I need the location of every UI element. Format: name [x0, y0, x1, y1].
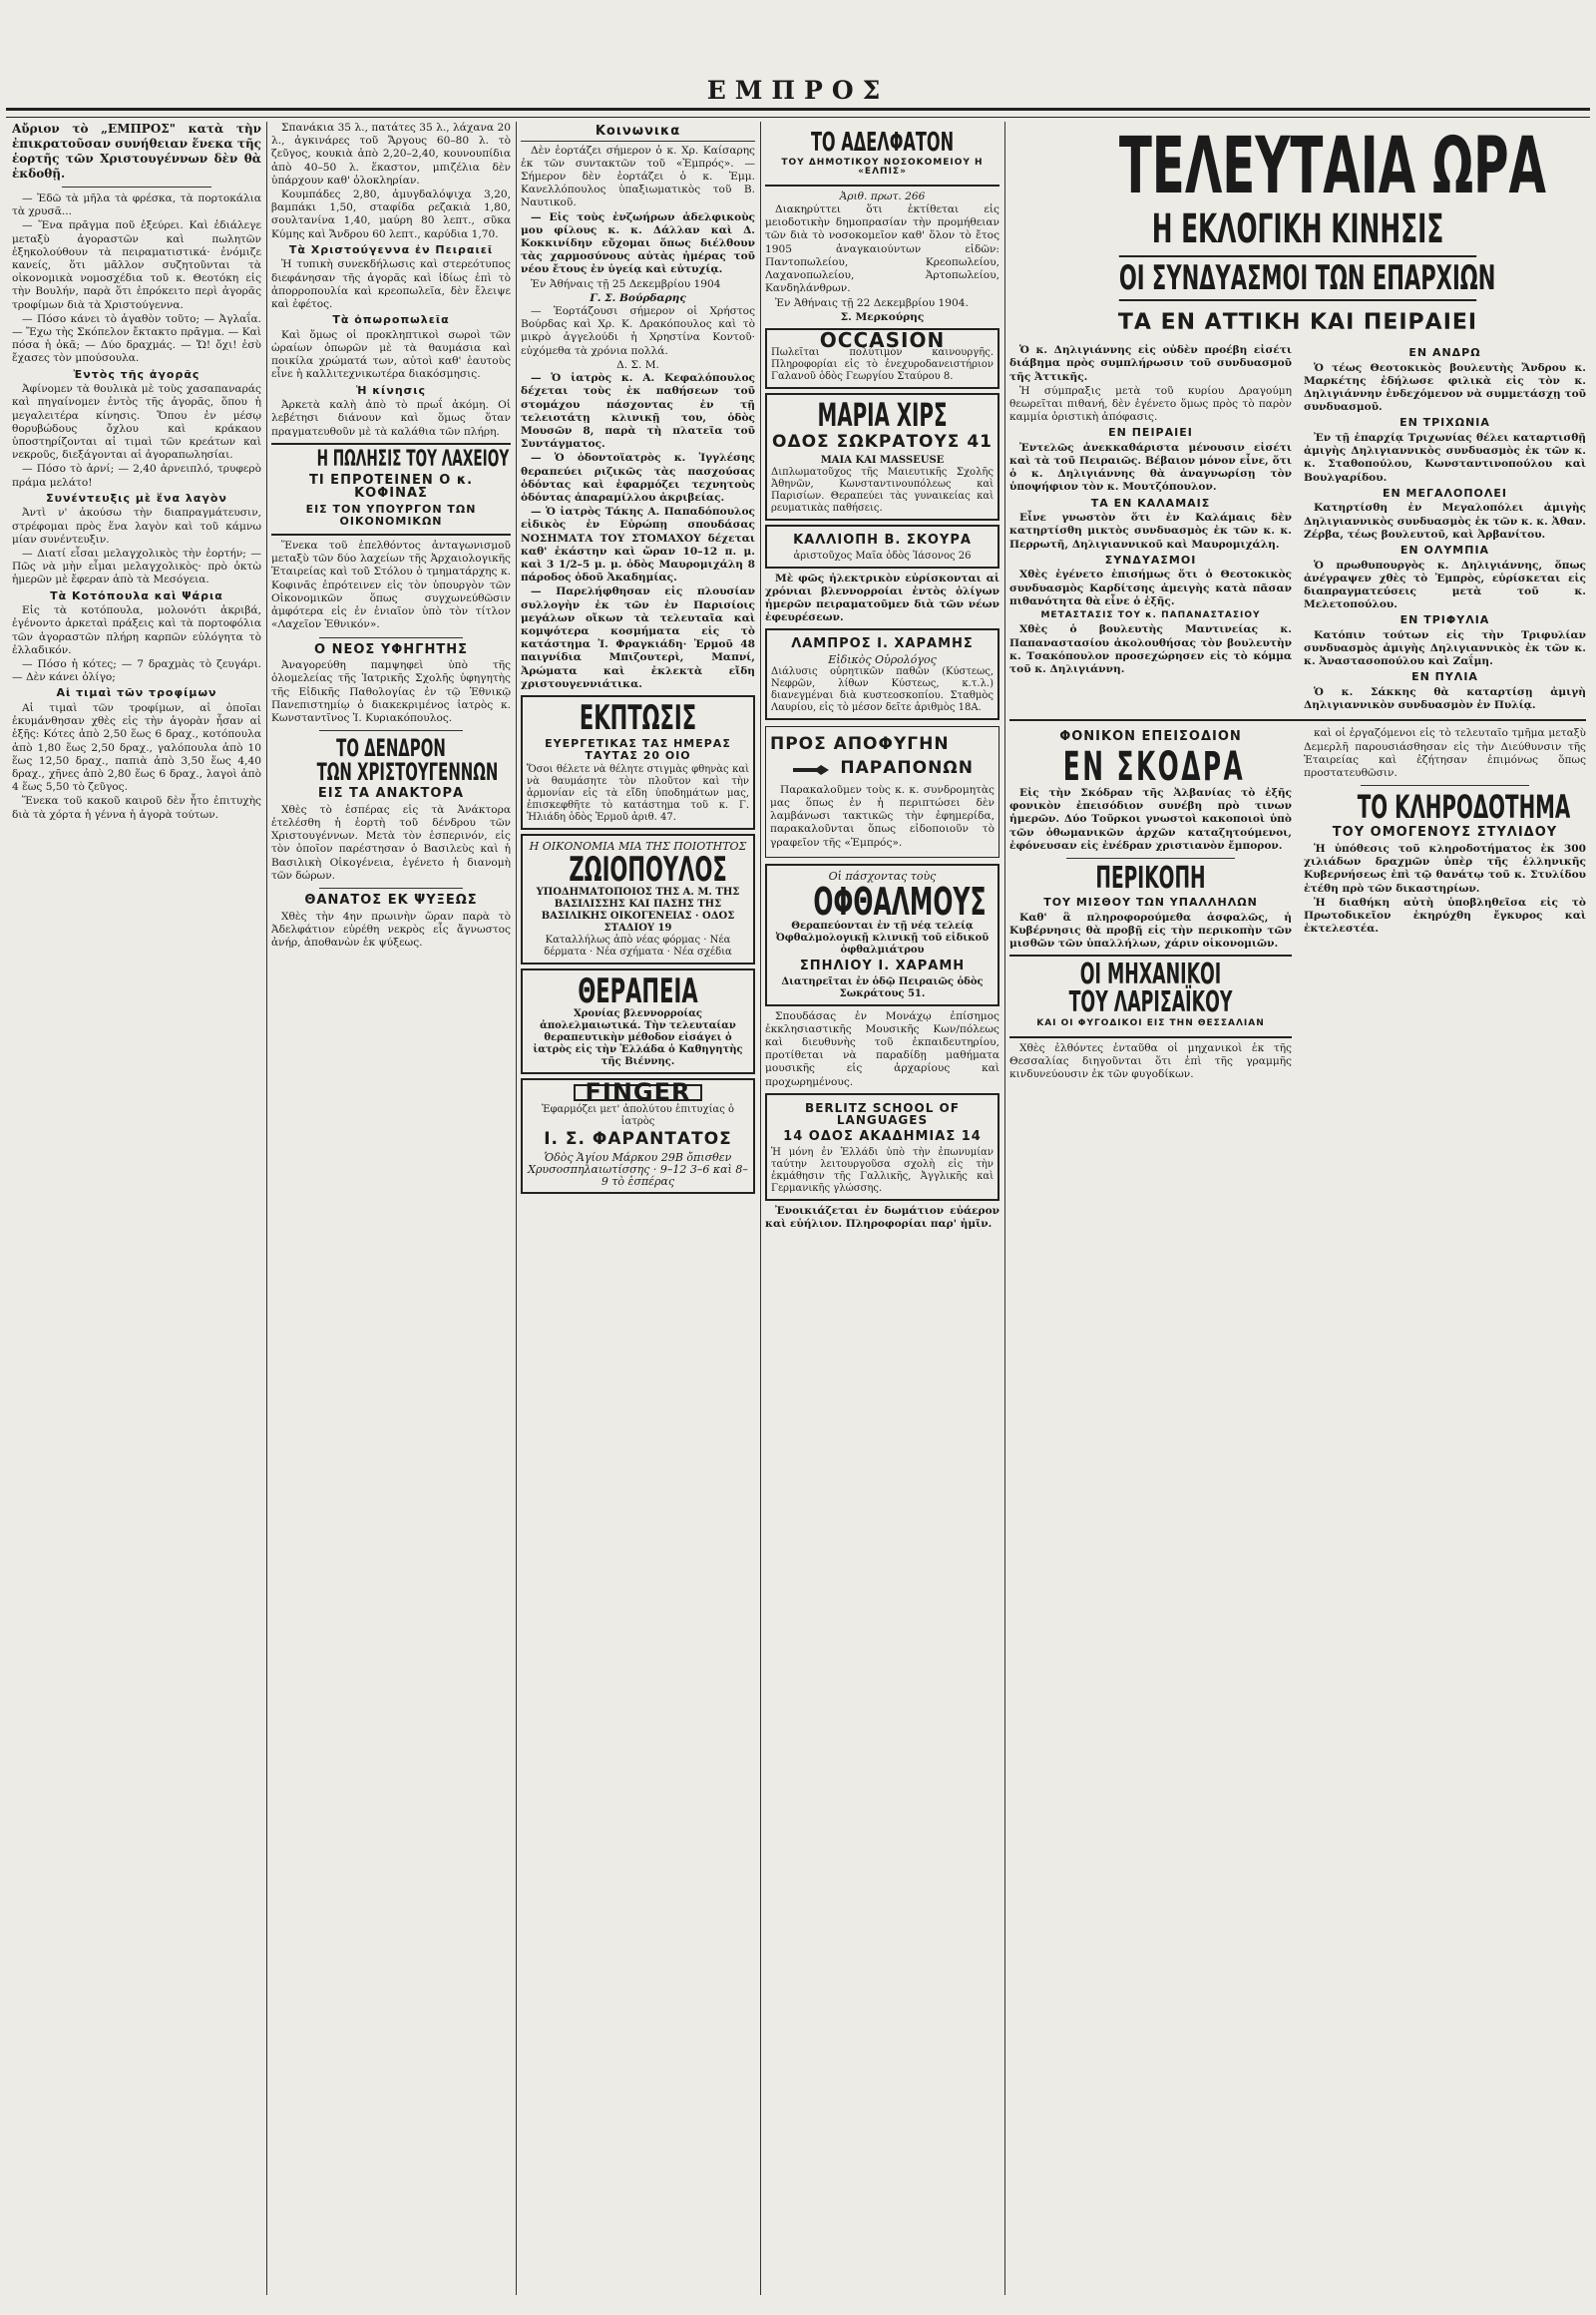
paragraph: — Ἕνα πρᾶγμα ποῦ ἐξεύρει. Καὶ ἐδιάλεγε μεταξὺ ἀγοραστῶν καὶ πωλητῶν ἐξηκολούθουν τὰ πειραματιστικά· ἐνόμιζε κανείς, ὅτι μᾶλλον συζητοῦνται τὰ οἰκονομικὰ νομοσχέδια τοῦ κ. Θεοτόκη εἰς τὴν Βουλήν, παρὰ ὅτι ἐπρόκειτο περὶ ἀγορᾶς τροφίμων διὰ τὰ Χριστούγεννα. [12, 219, 261, 311]
divider [319, 730, 463, 731]
headline-attica: ΤΑ ΕΝ ΑΤΤΙΚΗ ΚΑΙ ΠΕΙΡΑΙΕΙ [1117, 310, 1478, 335]
paragraph: Ἐνοικιάζεται ἐν δωμάτιον εὐάερον καὶ εὐήλιον. Πληροφορίαι παρ' ἡμῖν. [765, 1204, 999, 1230]
ad-ofthalmous [765, 864, 999, 1006]
ad-subtitle: Εἰδικὸς Οὐρολόγος [828, 653, 937, 667]
column-rule [760, 122, 761, 2295]
paragraph: Παρακαλοῦμεν τοὺς κ. κ. συνδρομητὰς μας ὅπως ἐν ἡ περιπτώσει δὲν λαμβάνωσι τακτικῶς τὴν ἐφημερίδα, παρακαλοῦνται ὅπως εἰδοποιοῦν τὸ γραφεῖον τῆς «Ἐμπρός». [770, 783, 995, 849]
column-4 [765, 122, 999, 2295]
paragraph: — Διατί εἶσαι μελαγχολικὸς τὴν ἑορτήν; — Πῶς νὰ μὴν εἶμαι μελαγχολικὸς· πρὸ ὀκτὼ ἡμερῶν μὲ ἔφεραν ἀπὸ τὰ Μεσόγεια. [12, 547, 261, 586]
ad-tagline: Οἱ πάσχοντας τοὺς [828, 869, 937, 883]
paragraph: Ἡ ὑπόθεσις τοῦ κληροδοτήματος ἐκ 300 χιλιάδων δραχμῶν ὑπὲρ τῆς ἑλληνικῆς Κυβερνήσεως ἐπὶ τῷ θανάτῳ τοῦ κ. Στυλίδου ἐτέθη πρὸ τῶν δικαστηρίων. [1304, 842, 1586, 895]
ad-title: FINGER [574, 1084, 703, 1101]
ad-title: BERLITZ SCHOOL OF LANGUAGES [805, 1100, 960, 1128]
column-rule [1004, 122, 1005, 2295]
two-column-block [1009, 344, 1586, 713]
signature: Σ. Μερκούρης [840, 310, 925, 323]
paragraph: Σπουδάσας ἐν Μονάχῳ ἐπίσημος ἐκκλησιαστικῆς Μουσικῆς Κων/πόλεως καὶ διευθυνὴς τοῦ ἐκπαιδευτηρίου, προτίθεται νὰ παραδίδῃ μαθήματα μουσικῆς εἰς ἀρχαρίους καὶ προχωρημένους. [765, 1009, 999, 1088]
ad-subtitle: ΥΠΟΔΗΜΑΤΟΠΟΙΟΣ ΤΗΣ Α. Μ. ΤΗΣ ΒΑΣΙΛΙΣΣΗΣ ΚΑΙ ΠΑΣΗΣ ΤΗΣ ΒΑΣΙΛΙΚΗΣ ΟΙΚΟΓΕΝΕΙΑΣ · ΟΔΟΣ ΣΤΑΔΙΟΥ 19 [536, 887, 740, 935]
ad-text: ἀριστοῦχος Μαῖα ὁδὸς Ἰάσονος 26 [793, 550, 972, 562]
paragraph: Ὁ τέως Θεοτοκικὸς βουλευτὴς Ἄνδρου κ. Μαρκέτης ἐδήλωσε φιλικὰ εἰς τὸν κ. Δηλιγιάννην ἐνδεχόμενον νὰ συμμετάσχῃ τοῦ συνδυασμοῦ. [1304, 361, 1586, 414]
paragraph: Ἀναγορεύθη παμψηφεὶ ὑπὸ τῆς ὁλομελείας τῆς Ἰατρικῆς Σχολῆς ὑφηγητὴς τῆς Εἰδικῆς Παθολογίας ἐν τῷ Ἐθνικῷ Πανεπιστημίῳ ὁ διακεκριμένος ἰατρὸς κ. Κωνσταντῖνος Ἰ. Κυριακόπουλος. [271, 659, 511, 724]
divider [1361, 785, 1530, 786]
paragraph: Ἡ διαθήκη αὐτὴ ὑποβληθεῖσα εἰς τὸ Πρωτοδικεῖον ἐκηρύχθη ἔγκυρος καὶ ἐκτελεστέα. [1304, 896, 1586, 936]
divider [1066, 858, 1236, 859]
subheading: Τὰ Κοτόπουλα καὶ Ψάρια [50, 588, 223, 602]
headline: Η ΠΩΛΗΣΙΣ ΤΟΥ ΛΑΧΕΙΟΥ [316, 446, 510, 472]
subheading: ΕΝ ΑΝΔΡΩ [1408, 346, 1481, 360]
ad-berlitz [765, 1093, 999, 1201]
paragraph: Ἀρκετὰ καλὴ ἀπὸ τὸ πρωΐ ἀκόμη. Οἱ λεβέτησι διάνουν καὶ ὅμως ὅταν πραγματευθοῦν μὲ τὰ καλάθια τῶν πλήρη. [271, 399, 511, 438]
headline: ΠΡΟΣ ΑΠΟΦΥΓΗΝ [770, 734, 950, 755]
headline: ΠΑΡΑΠΟΝΩΝ [840, 757, 974, 778]
ad-title: ΜΑΡΙΑ ΧΙΡΣ [817, 396, 948, 435]
headline: ΤΟΥ ΛΑΡΙΣΑΪΚΟΥ [1068, 985, 1233, 1019]
paragraph: Κατόπιν τούτων εἰς τὴν Τριφυλίαν συνδυασμὸς ἀμιγὴς Δηλιγιαννικὸς ἐκ τῶν κ. κ. Ἀναστασοπούλου καὶ Ζαΐμη. [1304, 628, 1586, 668]
masthead: ΕΜΠΡΟΣ [706, 76, 890, 105]
ad-subtitle: ΜΑΙΑ ΚΑΙ MASSEUSE [820, 454, 945, 466]
paragraph: Καὶ ὅμως οἱ προκληπτικοὶ σωροὶ τῶν ὡραίων ὀπωρῶν μὲ τὰ θαυμάσια καὶ ποικίλα χρώματά των, αὐτοὶ καθ' ἑαυτοὺς εἶνε ἡ καλλιτεχνικωτέρα διακόσμησις. [271, 328, 511, 381]
paragraph: Χθὲς ἐλθόντες ἐνταῦθα οἱ μηχανικοὶ ἐκ τῆς Θεσσαλίας διηγοῦνται ὅτι ἐπὶ τῆς γραμμῆς κινδυνεύουσιν ἐκ τῶν φυγοδίκων. [1009, 1041, 1292, 1081]
ad-finger [521, 1078, 755, 1194]
column-rule [266, 122, 267, 2295]
paragraph: — Ὁ ἰατρὸς Τάκης Α. Παπαδόπουλος εἰδικὸς ἐν Εὐρώπῃ σπουδάσας ΝΟΣΗΜΑΤΑ ΤΟΥ ΣΤΟΜΑΧΟΥ δέχεται καθ' ἑκάστην καὶ ὥραν 10–12 π. μ. καὶ 3 1/2–5 μ. μ. ὁδὸς Μαυρομιχάλη 8 πάροδος ὁδοῦ Ἀκαδημίας. [521, 506, 755, 584]
headline: ΦΟΝΙΚΟΝ ΕΠΕΙΣΟΔΙΟΝ [1059, 729, 1242, 745]
sub-column-right [1304, 727, 1586, 1082]
headline: ΤΟ ΔΕΝΔΡΟΝ [336, 734, 446, 763]
paragraph: Ἐντελῶς ἀνεκκαθάριστα μένουσιν εἰσέτι καὶ τὰ τοῦ Πειραιῶς. Βέβαιον μόνον εἶνε, ὅτι ὁ κ. Δηλιγιάννης θὰ ἀναγνωρίσῃ τὸν ὑποψήφιον τὸν κ. Μουτζόπουλον. [1009, 441, 1292, 494]
subheading: ΤΑ ΕΝ ΚΑΛΑΜΑΙΣ [1090, 496, 1211, 510]
ad-maria-hirs [765, 393, 999, 521]
ad-name: ΣΠΗΛΙΟΥ Ι. ΧΑΡΑΜΗ [799, 958, 966, 973]
dateline: Ἐν Ἀθήναις τῇ 22 Δεκεμβρίου 1904. [775, 296, 969, 309]
paragraph: Ἡ τυπικὴ συνεκδήλωσις καὶ στερεότυπος διεφάνησαν τῆς ἀγορᾶς καὶ ἰδίως ἐπὶ τὸ ἀπορροπουλία καὶ κρεοπωλεῖα, δὲν ἔλειψε καὶ ἐφέτος. [271, 258, 511, 310]
column-2 [271, 122, 511, 2295]
paragraph: Κουμπάδες 2,80, ἀμυγδαλόψιχα 3,20, βαμπάκι 1,50, σταφίδα ρεζακιὰ 1,80, σουλτανίνα 1,40, μαύρη 80 λεπτ., σῦκα Κύμης καὶ Ἄνδρου 60 λεπτ., καρύδια 1,70. [271, 189, 511, 240]
paragraph: Χθὲς ἐγένετο ἐπισήμως ὅτι ὁ Θεοτοκικὸς συνδυασμὸς Καρδίτσης ἀμειγὴς κατὰ πᾶσαν πιθανότητα θὰ εἶνε ὁ ἑξῆς. [1009, 569, 1292, 607]
paragraph: Αἱ τιμαὶ τῶν τροφίμων, αἱ ὁποῖαι ἐκυμάνθησαν χθὲς εἰς τὴν ἀγορὰν ἦσαν αἱ ἑξῆς: Κότες ἀπὸ 2,50 ἕως 6 δραχ., κοτόπουλα ἀπὸ 1,80 ἕως 2,50 δραχ., γαλόπουλα ἀπὸ 10 ἕως 12,50 δραχ., παπιὰ ἀπὸ 3,50 ἕως 4,40 δραχ., χῆνες ἀπὸ 2,80 ἕως 6 δραχ., λαγοὶ ἀπὸ 4 ἕως 5,50 τὸ ζεῦγος. [12, 701, 261, 794]
column-1 [12, 122, 261, 2295]
paragraph: — Ἐδῶ τὰ μῆλα τὰ φρέσκα, τὰ πορτοκάλια τὰ χρυσᾶ... [12, 193, 261, 218]
ad-text: Ἡ μόνη ἐν Ἑλλάδι ὑπὸ τὴν ἐπωνυμίαν ταύτην λειτουργοῦσα σχολὴ εἰς τὴν ἐκμάθησιν τῆς Γαλλικῆς, Ἀγγλικῆς καὶ Γερμανικῆς γλώσσης. [771, 1146, 994, 1194]
headline: Ο ΝΕΟΣ ΥΦΗΓΗΤΗΣ [314, 641, 468, 657]
notice-box [765, 726, 999, 858]
ad-address: Διατηρεῖται ἐν ὁδῷ Πειραιῶς ὁδὸς Σωκράτους 51. [781, 975, 984, 999]
ad-subtitle: ΕΥΕΡΓΕΤΙΚΑΣ ΤΑΣ ΗΜΕΡΑΣ ΤΑΥΤΑΣ 20 ΟΙΟ [545, 736, 731, 762]
paragraph: Χθὲς τὴν 4ην πρωινὴν ὥραν παρὰ τὸ Ἀδελφάτιον εὑρέθη νεκρὸς εἷς ἄγνωστος ἀνήρ, ἀποθανὼν ἐκ ψύξεως. [271, 910, 511, 950]
paragraph: Ἕνεκα τοῦ ἐπελθόντος ἀνταγωνισμοῦ μεταξὺ τῶν δύο λαχείων τῆς Ἀρχαιολογικῆς Ἑταιρείας καὶ τοῦ Στόλου ὁ τμηματάρχης κ. Κοφινᾶς ἐπρότεινεν εἰς τὸν ὑπουργὸν τῶν Οἰκονομικῶν ὅπως συγχωνεύθῶσιν ἀμφότερα εἰς ἐν ἑνιαῖον ὑπὸ τὸν τίτλον «Λαχεῖον Ἑθνικόν». [271, 540, 511, 631]
sub-column-right [1304, 344, 1586, 713]
paragraph: Ἀντὶ ν' ἀκούσω τὴν διαπραγμάτευσιν, στρέφομαι πρὸς ἕνα λαγὸν καὶ τοῦ κάμνω μίαν συνέντευξιν. [12, 507, 261, 546]
headline-elections: Η ΕΚΛΟΓΙΚΗ ΚΙΝΗΣΙΣ [1151, 206, 1444, 252]
subheading: ΕΝ ΠΕΙΡΑΙΕΙ [1108, 426, 1193, 440]
ad-text: Διπλωματοῦχος τῆς Μαιευτικῆς Σχολῆς Ἀθηνῶν, Κωνσταντινουπόλεως καὶ Παρισίων. Θεραπεύει τὰς γυναικείας καὶ ρευματικὰς παθήσεις. [771, 466, 994, 514]
paragraph: Ὁ πρωθυπουργὸς κ. Δηλιγιάννης, ὅπως ἀνέγραψεν χθὲς τὸ Ἐμπρὸς, εὑρίσκεται εἰς διαπραγματεύσεις μετὰ τοῦ κ. Μελετοπούλου. [1304, 559, 1586, 611]
subheading: ΜΕΤΑΣΤΑΣΙΣ ΤΟΥ κ. ΠΑΠΑΝΑΣΤΑΣΙΟΥ [1040, 609, 1261, 620]
headline: ΚΑΙ ΟΙ ΦΥΓΟΔΙΚΟΙ ΕΙΣ ΤΗΝ ΘΕΣΣΑΛΙΑΝ [1036, 1018, 1265, 1029]
column-rule [516, 122, 517, 2295]
two-column-block [1009, 727, 1586, 1082]
column-5 [1009, 122, 1586, 2295]
ad-address: Ὁδὸς Ἁγίου Μάρκου 29Β ὄπισθεν Χρυσοσπηλαιωτίσσης · 9–12 3–6 καὶ 8–9 τὸ ἑσπέρας [528, 1151, 748, 1189]
paragraph: — Πόσο κάνει τὸ ἀγαθὸν τοῦτο; — Ἀγλαΐα. — Ἔχω τὴς Σκόπελον ἔκτακτο πρᾶγμα. — Καὶ πόσα ἡ ὀκᾶ; — Δύο δραχμάς. — Ὤ! ὄχι! ἐσὺ ἔχασες τὸν μπούσουλα. [12, 312, 261, 365]
paragraph: Σπανάκια 35 λ., πατάτες 35 λ., λάχανα 20 λ., ἀγκινάρες τοῦ Ἄργους 60–80 λ. τὸ ζεῦγος, κουκιὰ ἀπὸ 2,20–2,40, κουνουπίδια ἀπὸ 40–50 λ. ἕκαστον, μπιζέλια δὲν ὑπάρχουν καθ' ὁλοκληρίαν. [271, 122, 511, 187]
ad-text: Διάλυσις οὐρητικῶν παθῶν (Κύστεως, Νεφρῶν, λίθων Κύστεως, κ.τ.λ.) διανεγμέναι διὰ κυστεοσκοπίου. Σταθμὸς Λαυρίου, εἰς τὸ μέσον δεῖτε ἀριθμὸς 18Α. [771, 666, 994, 714]
paragraph: Χθὲς ὁ βουλευτὴς Μαντινείας κ. Παπαναστασίου ἀκολουθήσας τὸν βουλευτὴν κ. Τσακόπουλον προσεχώρησεν εἰς τὸ κόμμα τοῦ κ. Δηλιγιάννη. [1009, 623, 1292, 676]
headline-box [271, 443, 511, 536]
headline: ΕΙΣ ΤΟΝ ΥΠΟΥΡΓΟΝ ΤΩΝ ΟΙΚΟΝΟΜΙΚΩΝ [305, 502, 477, 528]
headline-last-hour: ΤΕΛΕΥΤΑΙΑ ΩΡΑ [1118, 122, 1546, 211]
headline: ΟΙ ΜΗΧΑΝΙΚΟΙ [1079, 958, 1222, 991]
subheading: ΕΝ ΤΡΙΦΥΛΙΑ [1399, 613, 1490, 627]
signature: Γ. Σ. Βούρδαρης [590, 291, 686, 304]
subheading: Συνέντευξις μὲ ἕνα λαγὸν [46, 491, 227, 505]
paragraph: Ὁ κ. Σάκκης θὰ καταρτίσῃ ἀμιγὴ Δηλιγιαννικὸν συνδυασμὸν ἐν Πυλίᾳ. [1304, 686, 1586, 712]
divider [319, 888, 463, 889]
subheading: Τὰ Χριστούγεννα ἐν Πειραιεῖ [288, 242, 494, 256]
paragraph: Μὲ φῶς ἠλεκτρικὸν εὐρίσκονται αἱ χρόνιαι βλεννορροίαι ἐντὸς ὀλίγων ἡμερῶν πειραματοῦμεν διὰ τῶν νέων ἐφευρέσεων. [765, 572, 999, 624]
dateline: Ἐν Ἀθήναις τῇ 25 Δεκεμβρίου 1904 [531, 277, 721, 290]
subheading: ΕΝ ΤΡΙΧΩΝΙΑ [1399, 416, 1490, 430]
paragraph: Εἰς τὴν Σκόδραν τῆς Ἀλβανίας τὸ ἐξῆς φονικὸν ἐπεισόδιον συνέβη πρὸ τινων ἡμερῶν. Δύο Τοῦρκοι γνωστοὶ κακοποιοὶ ὑπὸ τῶν ὀθωμανικῶν ἀρχῶν καταζητούμενοι, ἐφόνευσαν εἰς ἐνέδραν χριστιανὸν ἔμπορον. [1009, 787, 1292, 852]
subheading: ΕΝ ΟΛΥΜΠΙΑ [1399, 543, 1490, 557]
column-3 [521, 122, 755, 2295]
headline: ΤΩΝ ΧΡΙΣΤΟΥΓΕΝΝΩΝ [316, 758, 499, 787]
paragraph: Εἶνε γνωστὸν ὅτι ἐν Καλάμαις δὲν κατηρτίσθη μικτὸς συνδυασμὸς ἐκ τῶν κ. κ. Περρωτῆ, Δηλιγιαννικοῦ καὶ Μαυρομιχάλη. [1009, 512, 1292, 551]
ad-text: Θεραπεύονται ἐν τῇ νέᾳ τελείᾳ Ὀφθαλμολογικῇ κλινικῇ τοῦ εἰδικοῦ ὀφθαλμιάτρου [775, 920, 990, 956]
headline: ΤΟΥ ΟΜΟΓΕΝΟΥΣ ΣΤΥΛΙΔΟΥ [1332, 825, 1558, 841]
ad-title: OCCASION [819, 327, 946, 352]
ad-title: ΘΕΡΑΠΕΙΑ [578, 971, 698, 1012]
headline: ΤΟΥ ΔΗΜΟΤΙΚΟΥ ΝΟΣΟΚΟΜΕΙΟΥ Η «ΕΛΠΙΣ» [781, 158, 984, 178]
ad-text: Καταλλήλως ἀπὸ νέας φόρμας · Νέα δέρματα · Νέα σχήματα · Νέα σχέδια [544, 935, 732, 959]
subheading: Ἡ κίνησις [355, 383, 427, 397]
paragraph: Ἀφίνομεν τὰ θουλικὰ μὲ τοὺς χασαπαναράς καὶ πηγαίνομεν ἐντὸς τῆς ἀγορᾶς, ὅπου ἡ μεγαλειτέρα κίνησις. Ὅπου ἐν μέσῳ θορυβώδους ὄχλου καὶ κράκαου ὑποστηρίζονται αἱ τιμαὶ τῶν κρεάτων καὶ νεκροῦς, διεξάγονται αἱ ἀγοραπωλησίαι. [12, 383, 261, 462]
ad-text: Χρονίας βλεννορροίας ἀπολελμαιωτικά. Τὴν τελευταίαν θεραπευτικὴν μέθοδον εἰσάγει ὁ ἰατρὸς εἰς τὴν Ἑλλάδα ὁ Καθηγητὴς τῆς Βιέννης. [533, 1008, 743, 1068]
paragraph: — Παρελήφθησαν εἰς πλουσίαν συλλογὴν ἐκ τῶν ἐν Παρισίοις μεγάλων οἴκων τὰ τελευταῖα καὶ κομψότερα κοσμήματα εἰς τὸ κατάστημα Ἰ. Φραγκιάδη· Ἑρμοῦ 48 παιγνίδια Μπιζουτερὶ, Μαπνί, Ἀρώματα καὶ ἐκλεκτὰ εἴδη χριστουγεννιάτικα. [521, 585, 755, 690]
ad-title: ΖΩΙΟΠΟΥΛΟΣ [569, 850, 727, 891]
ad-address: ΟΔΟΣ ΣΩΚΡΑΤΟΥΣ 41 [772, 432, 993, 453]
pointing-hand-icon [791, 763, 831, 777]
ad-therapeia [521, 968, 755, 1074]
divider [1009, 719, 1586, 721]
subheading: Αἱ τιμαὶ τῶν τροφίμων [56, 686, 217, 700]
paragraph: Ἐν τῇ ἐπαρχίᾳ Τριχωνίας θέλει καταρτισθῇ ἀμιγὴς Δηλιγιαννικὸς συνδυασμὸς ἐκ τῶν κ. κ. Σταθοπούλου, Κωνσταντινοπούλου καὶ Βουλγαρίδου. [1304, 432, 1586, 484]
ad-text: Ὅσοι θέλετε νὰ θέλητε στιγμὰς φθηνὰς καὶ νὰ θαυμάσητε τὸν πλοῦτον καὶ τὴν ἁρμονίαν εἰς τὰ εἴδη ὑποδημάτων μας, ἐπισκεφθῆτε τὸ κατάστημα τοῦ κ. Γ. Ἠλιάδη ὁδὸς Ἑρμοῦ ἀριθ. 47. [527, 764, 749, 824]
ad-lampros [765, 628, 999, 720]
holiday-notice: Αὔριον τὸ „ΕΜΠΡΟΣ" κατὰ τὴν ἐπικρατοῦσαν συνήθειαν ἕνεκα τῆς ἑορτῆς τῶν Χριστουγέννων δὲν θὰ ἐκδοθῇ. [12, 122, 261, 181]
headline: ΕΙΣ ΤΑ ΑΝΑΚΤΟΡΑ [317, 786, 465, 802]
paragraph: — Εἰς τοὺς ἐνζωήρων ἀδελφικοὺς μου φίλους κ. κ. Δάλλαν καὶ Δ. Κοκκινίδην εὔχομαι ὅπως διέλθουν τὰς χαρμοσύνους αὐτὰς ἡμέρας τοῦ νέου ἔτους ἐν ὑγείᾳ καὶ εὐτυχίᾳ. [521, 210, 755, 276]
subheading: Τὰ ὀπωροπωλεῖα [332, 313, 450, 327]
paragraph: Χθὲς τὸ ἑσπέρας εἰς τὰ Ἀνάκτορα ἐτελέσθη ἡ ἑορτὴ τοῦ δένδρου τῶν Χριστουγέννων. Μετὰ τὸν ἑσπερινόν, εἰς τὸν ὁποῖον παρέστησαν ὁ Βασιλεὺς καὶ ἡ Βασιλικὴ Οἰκογένεια, ἐγένετο ἡ διανομὴ τῶν δώρων. [271, 803, 511, 882]
subheading: ΕΝ ΜΕΓΑΛΟΠΟΛΕΙ [1382, 486, 1508, 500]
headline: ΘΑΝΑΤΟΣ ΕΚ ΨΥΞΕΩΣ [304, 893, 478, 909]
paragraph: — Ὁ ὀδοντοϊατρὸς κ. Ἰγγλέσης θεραπεύει ριζικῶς τὰς πασχούσας ὀδόντας καὶ ἐφαρμόζει τεχνητοὺς ὀδόντας ἀπαραμίλλου ἀκριβείας. [521, 452, 755, 504]
ad-text: Πωλεῖται πολύτιμον καινουργῆς. Πληροφορίαι εἰς τὸ ἐνεχυροδανειστήριον Γαλανοῦ ὁδὸς Γεωργίου Σταύρου 8. [771, 347, 994, 383]
paragraph: Διακηρύττει ὅτι ἐκτίθεται εἰς μειοδοτικὴν δημοπρασίαν τὴν προμήθειαν τῶν διὰ τὸ νοσοκομεῖον καθ' ὅλον τὸ ἔτος 1905 ἀναγκαιούντων εἰδῶν: Παντοπωλείου, Κρεοπωλείου, Λαχανοπωλείου, Ἀρτοπωλείου, Κανδηλάνθρων. [765, 203, 999, 295]
ad-title: ΕΚΠΤΩΣΙΣ [579, 697, 697, 738]
sub-column-left [1009, 727, 1292, 1082]
ad-title: ΟΦΘΑΛΜΟΥΣ [813, 879, 987, 924]
paragraph: καὶ οἱ ἐργαζόμενοι εἰς τὸ τελευταῖο τμῆμα μεταξὺ Δεμερλῆ παρουσιάσθησαν εἰς τὴν Διεύθυνσιν τῆς Ἑταιρείας καὶ ἐζήτησαν ἐπιμόνως ὅπως προστατευθῶσιν. [1304, 727, 1586, 780]
subheading: ΕΝ ΠΥΛΙΑ [1411, 670, 1478, 684]
subheading: Ἐντὸς τῆς ἀγορᾶς [73, 367, 200, 381]
headline: ΕΝ ΣΚΟΔΡΑ [1062, 744, 1246, 791]
ad-kalliopi [765, 525, 999, 569]
headline: ΤΟ ΚΛΗΡΟΔΟΤΗΜΑ [1357, 788, 1571, 827]
ad-ekptosis [521, 695, 755, 830]
paragraph: Εἰς τὰ κοτόπουλα, μολονότι ἀκριβά, ἐγένοντο ἀρκεταὶ πράξεις καὶ τὰ πορτοφόλια τῶν ἀγοραστῶν πλήρη καρπῶν εὐλόγητα τὸ ἐλλαδικόν. [12, 604, 261, 656]
headline-box [765, 126, 999, 187]
ad-zoiopoulos [521, 834, 755, 965]
subheading: ΣΥΝΔΥΑΣΜΟΙ [1104, 553, 1197, 567]
ad-name: Ι. Σ. ΦΑΡΑΝΤΑΤΟΣ [544, 1129, 732, 1150]
paragraph: — Ἑορτάζουσι σήμερον οἱ Χρήστος Βούρδας καὶ Χρ. Κ. Δρακόπουλος καὶ τὸ μικρὸ ἀγγελούδι ἡ Χρηστίνα Κοντοῦ· εὐχόμεθα τὰ χρόνια πολλά. [521, 305, 755, 357]
paragraph: — Πόσο ἡ κότες; — 7 δραχμὰς τὸ ζευγάρι. — Δὲν κάνει ὀλίγο; [12, 657, 261, 684]
headline: ΤΟΥ ΜΙΣΘΟΥ ΤΩΝ ΥΠΑΛΛΗΛΩΝ [1043, 896, 1258, 910]
headline-box [1009, 955, 1292, 1037]
paragraph: — Ὁ ἰατρὸς κ. Α. Κεφαλόπουλος δέχεται τοὺς ἐκ παθήσεων τοῦ στομάχου πάσχοντας ἐν τῇ τελειοτάτῃ κλινικῇ του, ὁδὸς Μουσῶν 8, παρὰ τὴ πλατεῖα τοῦ Συντάγματος. [521, 372, 755, 451]
sub-column-left [1009, 344, 1292, 713]
paragraph: Καθ' ἃ πληροφορούμεθα ἀσφαλῶς, ἡ Κυβέρνησις θὰ προβῇ εἰς τὴν περικοπὴν τῶν μισθῶν τῶν ὑπαλλήλων, χάριν οἰκονομιῶν. [1009, 911, 1292, 951]
headline: ΤΟ ΑΔΕΛΦΑΤΟΝ [810, 128, 955, 158]
paragraph: Κατηρτίσθη ἐν Μεγαλοπόλει ἀμιγὴς Δηλιγιαννικὸς συνδυασμὸς ἐκ τῶν κ. κ. Ἀθαν. Ζέρβα, τέως βουλευτοῦ, καὶ Ἀρβανίτου. [1304, 502, 1586, 541]
divider [319, 637, 463, 638]
paragraph: — Πόσο τὸ ἀρνί; — 2,40 ἀρνειπλό, τρυφερὸ πράμα μελάτο! [12, 463, 261, 489]
paragraph: Ἡ σύμπραξις μετὰ τοῦ κυρίου Δραγούμη θεωρεῖται πιθανή, δὲν ἐγένετο ὅμως πρὸς τὸ παρὸν καμμία ὁριστικὴ ἀπόφασις. [1009, 384, 1292, 424]
ad-tagline: Η ΟΙΚΟΝΟΜΙΑ ΜΙΑ ΤΗΣ ΠΟΙΟΤΗΤΟΣ [529, 840, 747, 854]
headline-row [770, 757, 995, 778]
divider [62, 187, 211, 188]
section-heading: Κοινωνικα [521, 125, 755, 142]
signature: Δ. Σ. Μ. [616, 358, 659, 371]
ad-title: ΛΑΜΠΡΟΣ Ι. ΧΑΡΑΜΗΣ [791, 636, 974, 652]
headline-coalitions: ΟΙ ΣΥΝΔΥΑΣΜΟΙ ΤΩΝ ΕΠΑΡΧΙΩΝ [1119, 255, 1476, 301]
reference-number: Ἀριθ. πρωτ. 266 [839, 190, 926, 202]
paragraph: Δὲν ἑορτάζει σήμερον ὁ κ. Χρ. Καίσαρης ἐκ τῶν συντακτῶν τοῦ «Ἐμπρός». — Σήμερον δὲν ἑορτάζει ὁ κ. Ἐμμ. Κανελλόπουλος ὑπαξιωματικὸς τοῦ Β. Ναυτικοῦ. [521, 144, 755, 209]
masthead-rule [6, 108, 1590, 118]
headline: ΠΕΡΙΚΟΠΗ [1095, 861, 1206, 897]
ad-text: Ἐφαρμόζει μετ' ἀπολύτου ἐπιτυχίας ὁ ἰατρὸς [541, 1104, 735, 1128]
headline: ΤΙ ΕΠΡΟΤΕΙΝΕΝ Ο κ. ΚΟΦΙΝΑΣ [308, 472, 474, 502]
paragraph: Ὁ κ. Δηλιγιάννης εἰς οὐδὲν προέβη εἰσέτι διάβημα πρὸς συμπλήρωσιν τοῦ συνδυασμοῦ τῆς Ἀττικῆς. [1009, 344, 1292, 383]
paragraph: Ἕνεκα τοῦ κακοῦ καιροῦ δὲν ἦτο ἐπιτυχὴς διὰ τὰ χόρτα ἡ γέννα ἡ ἀγορὰ τούτων. [12, 795, 261, 821]
ad-address: 14 ΟΔΟΣ ΑΚΑΔΗΜΙΑΣ 14 [783, 1129, 982, 1144]
ad-occasion [765, 328, 999, 389]
ad-title: ΚΑΛΛΙΟΠΗ Β. ΣΚΟΥΡΑ [793, 532, 972, 548]
